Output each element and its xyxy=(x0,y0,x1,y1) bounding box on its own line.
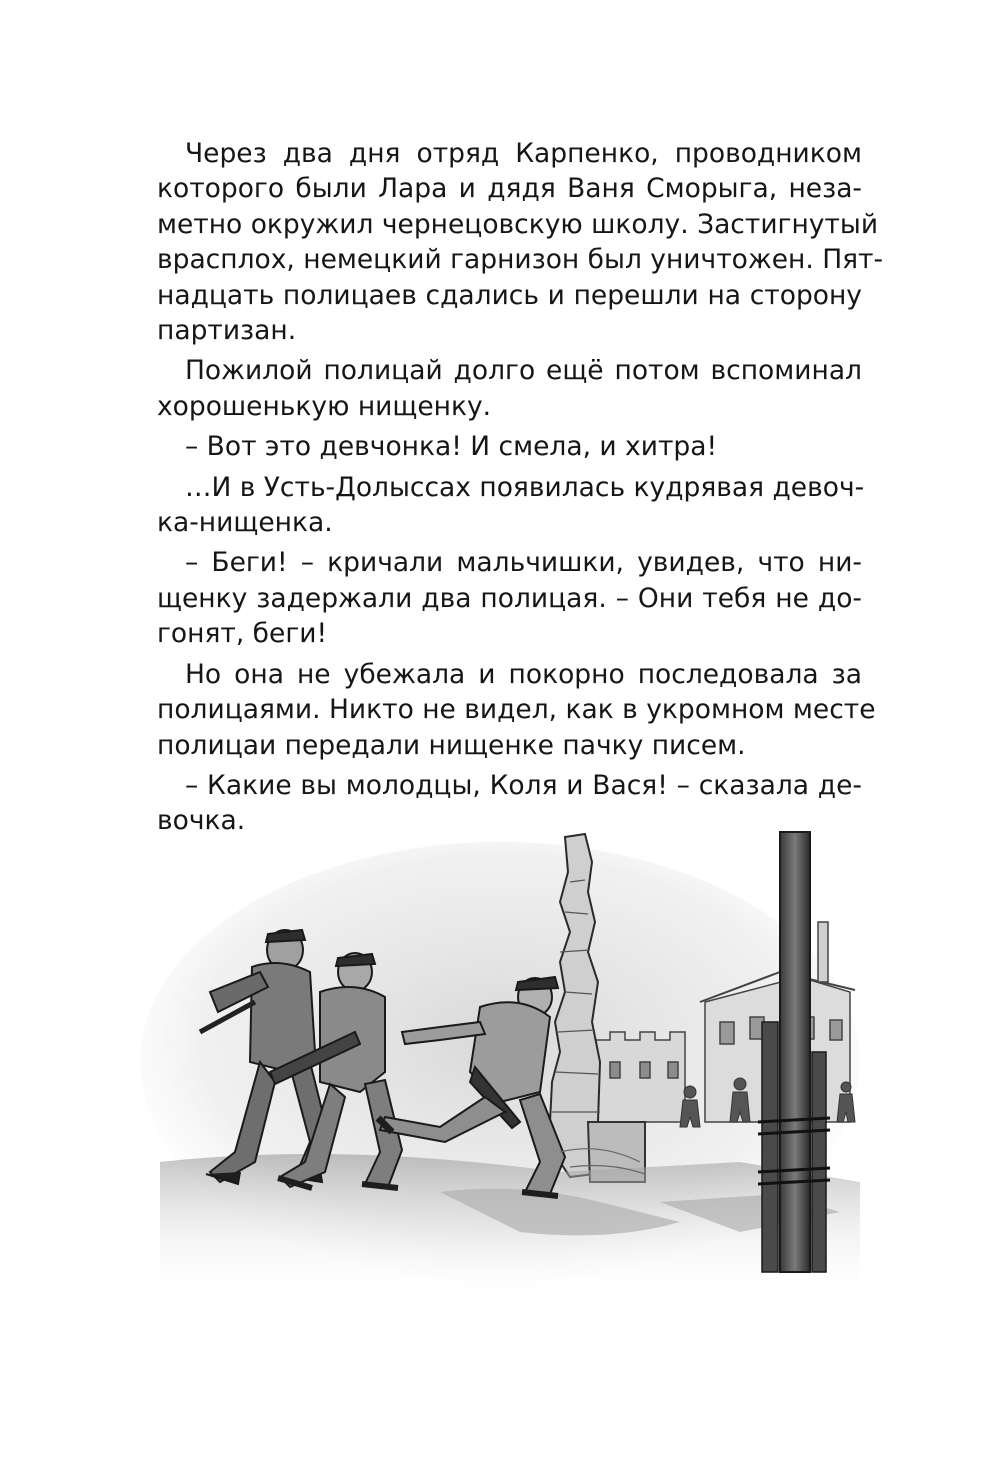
text-line: партизан. xyxy=(157,315,297,347)
text-line: метно окружил чернецовскую школу. Застигнутый xyxy=(157,208,879,240)
text-line: Через два дня отряд Карпенко, проводником xyxy=(185,138,862,169)
text-line: – Какие вы молодцы, Коля и Вася! – сказала де- xyxy=(185,769,862,801)
paragraph-6 xyxy=(157,657,876,763)
partisan-raid-illustration xyxy=(140,822,870,1300)
paragraph-4 xyxy=(157,470,865,541)
text-line: Пожилой полицай долго ещё потом вспоминал xyxy=(185,355,862,387)
text-line: ка-нищенка. xyxy=(157,507,333,539)
text-line: надцать полицаев сдались и перешли на сторону xyxy=(157,279,862,311)
text-line: – Вот это девчонка! И смела, и хитра! xyxy=(185,431,718,463)
text-line: хорошенькую нищенку. xyxy=(157,390,492,422)
paragraph-3 xyxy=(157,429,862,464)
text-line: …И в Усть-Долыссах появилась кудрявая девоч- xyxy=(185,471,865,503)
text-line: полицаи передали нищенке пачку писем. xyxy=(157,729,746,761)
text-line: которого были Лара и дядя Ваня Сморыга, неза- xyxy=(157,173,862,205)
text-line: Но она не убежала и покорно последовала за xyxy=(185,658,862,690)
illustration-svg xyxy=(140,822,870,1300)
paragraph-1 xyxy=(157,136,884,348)
story-text xyxy=(157,136,884,844)
telegraph-pole xyxy=(758,832,830,1272)
paragraph-5 xyxy=(157,545,862,651)
paragraph-2 xyxy=(157,353,862,424)
text-line: врасплох, немецкий гарнизон был уничтожен. Пят- xyxy=(157,244,884,276)
text-line: щенку задержали два полицая. – Они тебя не до- xyxy=(157,582,862,614)
text-line: полицаями. Никто не видел, как в укромном месте xyxy=(157,694,876,726)
text-line: – Беги! – кричали мальчишки, увидев, что ни- xyxy=(185,547,862,579)
text-line: гонят, беги! xyxy=(157,618,328,650)
text-line: вочка. xyxy=(157,805,246,837)
